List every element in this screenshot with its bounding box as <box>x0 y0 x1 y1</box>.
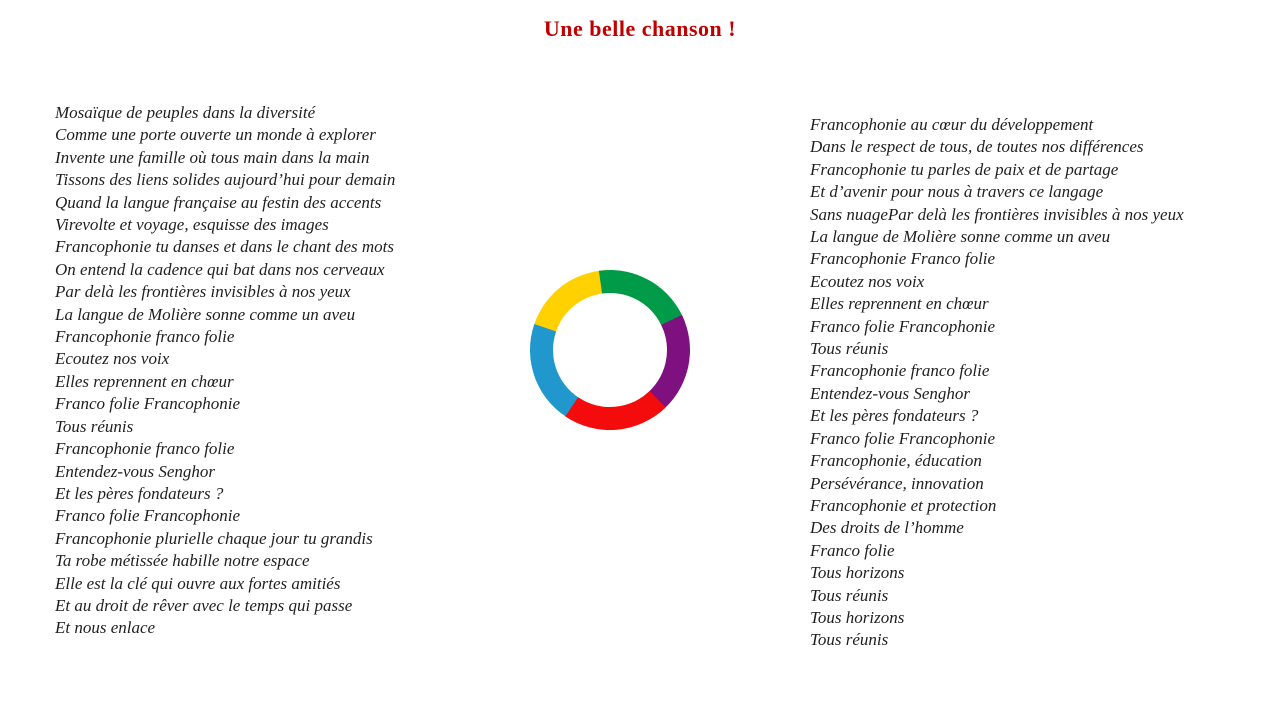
lyric-line: Tous réunis <box>810 585 889 605</box>
lyric-line: Par delà les frontières invisibles à nos yeux <box>55 282 351 302</box>
lyric-line: Franco folie Francophonie <box>55 506 241 526</box>
lyric-line: Tous réunis <box>810 339 889 359</box>
lyric-line: Comme une porte ouverte un monde à explorer <box>55 125 376 145</box>
lyric-line: La langue de Molière sonne comme un aveu <box>55 304 356 324</box>
lyric-line: Tous horizons <box>810 607 905 627</box>
lyric-line: Ta robe métissée habille notre espace <box>55 551 310 571</box>
lyric-line: Persévérance, innovation <box>810 473 984 493</box>
lyric-line: On entend la cadence qui bat dans nos cerveaux <box>55 259 385 279</box>
lyric-line: Et nous enlace <box>55 618 156 638</box>
lyric-line: Francophonie franco folie <box>55 327 235 347</box>
lyric-line: Franco folie <box>810 540 895 560</box>
lyric-line: Tissons des liens solides aujourd’hui pour demain <box>55 170 396 190</box>
lyric-line: Sans nuagePar delà les frontières invisibles à nos yeux <box>810 204 1184 224</box>
lyric-line: Francophonie et protection <box>810 495 997 515</box>
lyric-line: Et au droit de rêver avec le temps qui passe <box>55 595 353 615</box>
lyric-line: Ecoutez nos voix <box>810 271 925 291</box>
lyric-line: Franco folie Francophonie <box>810 316 996 336</box>
lyric-line: Francophonie Franco folie <box>810 249 996 269</box>
lyrics-column-right <box>810 114 1184 652</box>
lyric-line: Entendez-vous Senghor <box>810 383 971 403</box>
lyric-line: Mosaïque de peuples dans la diversité <box>55 103 316 122</box>
lyric-line: Elle est la clé qui ouvre aux fortes amitiés <box>55 573 341 593</box>
lyric-line: Francophonie franco folie <box>55 439 235 459</box>
lyric-line: Francophonie tu parles de paix et de partage <box>810 159 1119 179</box>
lyric-line: Franco folie Francophonie <box>55 394 241 414</box>
red-arc <box>565 391 665 430</box>
lyric-line: Et d’avenir pour nous à travers ce langage <box>810 182 1104 202</box>
lyric-line: Francophonie, éducation <box>810 451 982 471</box>
lyric-line: Des droits de l’homme <box>810 518 964 538</box>
lyric-line: Dans le respect de tous, de toutes nos différences <box>810 137 1144 157</box>
lyric-line: Entendez-vous Senghor <box>55 461 216 481</box>
lyric-line: Tous réunis <box>810 630 889 650</box>
lyric-line: Elles reprennent en chœur <box>55 371 234 391</box>
lyric-line: Invente une famille où tous main dans la main <box>55 147 370 167</box>
lyric-line: Francophonie au cœur du développement <box>810 115 1094 134</box>
lyric-line: Quand la langue française au festin des accents <box>55 192 382 212</box>
lyrics-column-left <box>55 102 395 640</box>
lyric-line: Elles reprennent en chœur <box>810 294 989 314</box>
lyric-line: Tous horizons <box>810 563 905 583</box>
lyric-line: Franco folie Francophonie <box>810 428 996 448</box>
lyric-line: Francophonie plurielle chaque jour tu grandis <box>55 528 373 548</box>
lyric-line: Francophonie franco folie <box>810 361 990 381</box>
lyric-line: Et les pères fondateurs ? <box>810 406 979 426</box>
lyric-line: Et les pères fondateurs ? <box>55 483 224 503</box>
francophonie-ring-logo <box>525 265 695 435</box>
lyric-line: Ecoutez nos voix <box>55 349 170 369</box>
lyric-line: Tous réunis <box>55 416 134 436</box>
lyric-line: Francophonie tu danses et dans le chant des mots <box>55 237 395 257</box>
lyric-line: La langue de Molière sonne comme un aveu <box>810 227 1111 247</box>
lyric-line: Virevolte et voyage, esquisse des images <box>55 215 329 235</box>
page-title: Une belle chanson ! <box>543 16 737 41</box>
